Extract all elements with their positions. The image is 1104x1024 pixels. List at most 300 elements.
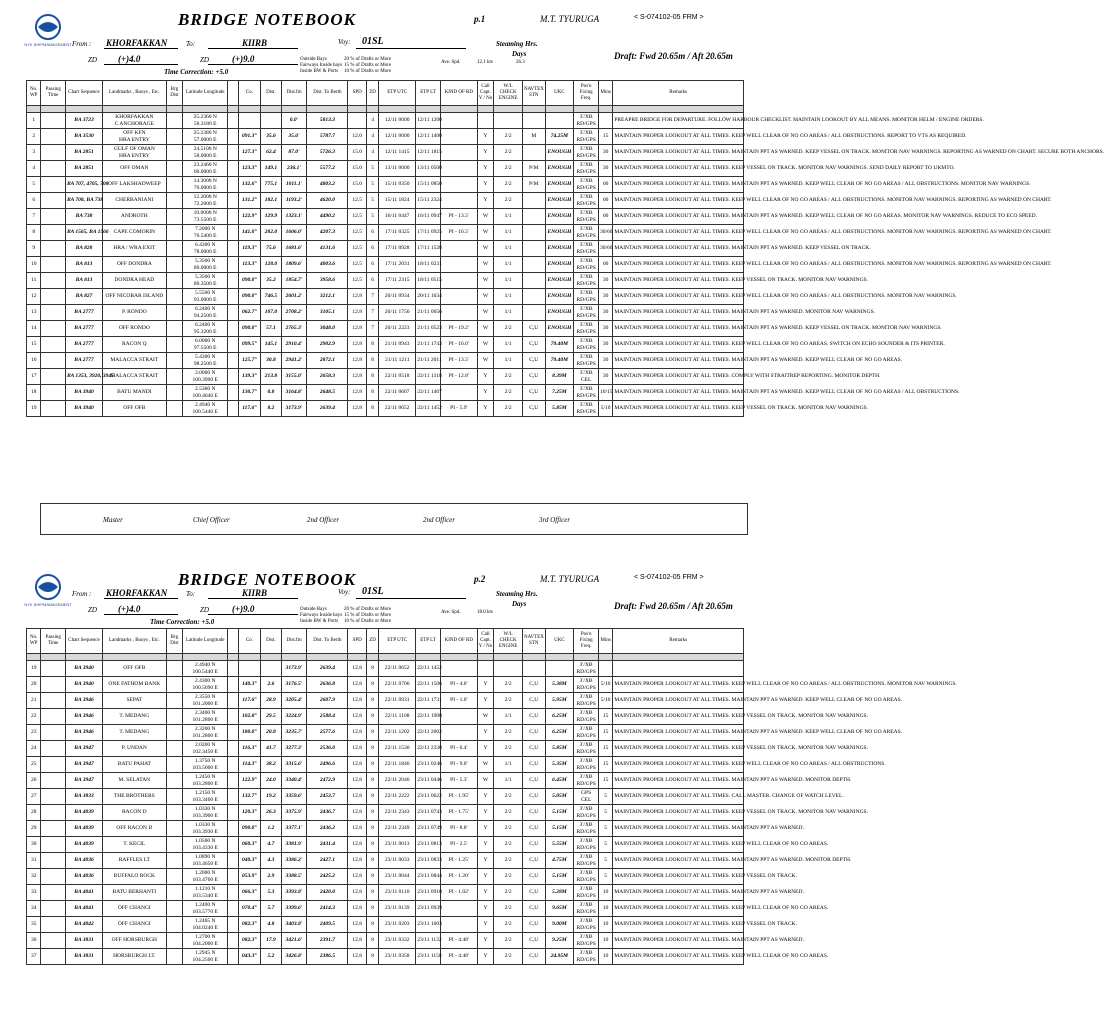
spd-cell: 12.8 (348, 677, 366, 693)
ns-cell (228, 949, 238, 965)
longitude: 103.4650 E (192, 860, 218, 867)
ns-cell (228, 385, 238, 401)
etpu-cell: 22/11 0652 (379, 661, 416, 677)
fix-method-cell (574, 385, 599, 401)
time-cell (41, 385, 66, 401)
position-cell (183, 401, 228, 417)
fix-method-cell (574, 273, 599, 289)
distto-cell: 4003.6 (307, 257, 348, 273)
call-cell: Y (477, 805, 493, 821)
col-header: SPD (348, 81, 366, 106)
chart-cell: BA 3831 (66, 949, 103, 965)
spacer-cell (307, 106, 348, 113)
col-header: Call Capt. Y / No (477, 629, 493, 654)
latitude: 6.2400 N (194, 305, 216, 312)
time-correction: Time Correction: +5.0 (150, 618, 215, 626)
position-cell (183, 725, 228, 741)
etpu-cell: 22/11 1202 (379, 725, 416, 741)
rd-cell (440, 661, 477, 677)
col-header: No. WP (27, 81, 41, 106)
distfm-cell: 236.1' (281, 161, 307, 177)
zd-cell: 8 (366, 949, 378, 965)
landmark-name: RACON D (122, 809, 147, 815)
brg-cell (166, 837, 182, 853)
spacer-cell (440, 654, 477, 661)
col-header: UKC (545, 81, 574, 106)
co-cell: 040.3° (238, 853, 261, 869)
brg-cell (166, 353, 182, 369)
ukc-cell: 9.25M (545, 933, 574, 949)
call-cell: Y (477, 933, 493, 949)
etpl-cell: 22/11 1731 (416, 693, 441, 709)
mins-cell: 10 (598, 901, 612, 917)
spacer-cell (440, 106, 477, 113)
landmark-name: OFF LAKSHADWEEP (107, 181, 161, 187)
wl-cell: 1/1 (494, 709, 523, 725)
spacer-cell (261, 106, 282, 113)
remarks-cell: MAINTAIN PROPER LOOKOUT AT ALL TIMES. MAINTAIN PPT AS WARNED. (613, 933, 744, 949)
wl-cell: 2/2 (494, 725, 523, 741)
position-cell (183, 741, 228, 757)
call-cell: Y (477, 725, 493, 741)
col-header: Chart Sequence (66, 629, 103, 654)
ns-cell (228, 321, 238, 337)
spacer-cell (366, 654, 378, 661)
zd-cell: 8 (366, 773, 378, 789)
mins-cell: 15 (598, 757, 612, 773)
ukc-cell: ENOUGH (545, 305, 574, 321)
navtex-cell (522, 209, 545, 225)
table-header-row (27, 629, 744, 654)
co-cell: 070.4° (238, 901, 261, 917)
etpl-cell: 21/11 2011 (416, 353, 441, 369)
fix-method: 3'/XB (579, 305, 593, 312)
col-header: ETP LT (416, 629, 441, 654)
chart-cell: BA 3940 (66, 401, 103, 417)
fix-method-cell (574, 933, 599, 949)
time-cell (41, 821, 66, 837)
distfm-cell: 1323.1' (281, 209, 307, 225)
rd-cell: PI - 4.48' (440, 949, 477, 965)
mins-cell: 30 (598, 305, 612, 321)
distto-cell: 2639.4 (307, 661, 348, 677)
chart-cell: BA 4039 (66, 837, 103, 853)
ukc-cell (545, 661, 574, 677)
distfm-cell: 3381.9' (281, 837, 307, 853)
ukc-cell: 5.15M (545, 869, 574, 885)
chart-cell: BA 2777 (66, 321, 103, 337)
remarks-cell: MAINTAIN PROPER LOOKOUT AT ALL TIMES. KEEP VESSEL ON TRACK. (613, 869, 744, 885)
position-cell (183, 837, 228, 853)
ns-cell (228, 789, 238, 805)
call-cell: W (477, 241, 493, 257)
spd-cell: 12.8 (348, 305, 366, 321)
chart-cell: BA 4041 (66, 901, 103, 917)
wl-cell: 2/2 (494, 385, 523, 401)
chart-cell: BA 2777 (66, 337, 103, 353)
spd-cell: 12.5 (348, 225, 366, 241)
no-cell: 17 (27, 369, 41, 385)
fix-method-cell (574, 949, 599, 965)
navtex-cell (522, 241, 545, 257)
fix-method-secondary: RD/GPS (576, 232, 596, 239)
fix-method-secondary: RD/GPS (576, 924, 596, 931)
ukc-cell: 4.75M (545, 853, 574, 869)
time-cell (41, 853, 66, 869)
etpu-cell: 22/11 2349 (379, 821, 416, 837)
landmark-cell (102, 933, 166, 949)
time-cell (41, 113, 66, 129)
fix-method: 3'/XB (579, 385, 593, 392)
remarks-cell: MAINTAIN PROPER LOOKOUT AT ALL TIMES. COMPLY WITH STRAITREP REPORTING. MONITOR DEPTH. (613, 369, 744, 385)
dist-cell: 19.2 (261, 789, 282, 805)
latitude: 2.4300 N (194, 677, 216, 684)
rd-cell (440, 273, 477, 289)
position-cell (183, 273, 228, 289)
spd-cell: 12.8 (348, 805, 366, 821)
fix-method: 3'/XB (579, 821, 593, 828)
landmark-cell (102, 741, 166, 757)
page-title: BRIDGE NOTEBOOK (178, 10, 356, 29)
spd-cell: 15.0 (348, 145, 366, 161)
ukc-cell: 8.39M (545, 369, 574, 385)
fix-method: 3'/XB (579, 161, 593, 168)
etpl-cell: 21/11 0056 (416, 305, 441, 321)
table-row (27, 401, 744, 417)
zd-cell: 6 (366, 225, 378, 241)
dist-cell: 107.0 (261, 305, 282, 321)
col-header: ZD (366, 629, 378, 654)
position-cell (183, 773, 228, 789)
co-cell: 099.5° (238, 337, 261, 353)
fix-method: 3'/XB (579, 241, 593, 248)
spacer-cell (281, 106, 307, 113)
spacer-cell (102, 654, 166, 661)
remarks-cell: MAINTAIN PROPER LOOKOUT AT ALL TIMES. MAINTAIN PPT AS WARNED. KEEP WELL CLEAR OF NO GO AREAS. (613, 693, 744, 709)
etpu-cell: 22/11 0706 (379, 677, 416, 693)
ns-cell (228, 933, 238, 949)
call-cell: Y (477, 789, 493, 805)
chart-cell: BA 3723 (66, 113, 103, 129)
rd-cell (440, 129, 477, 145)
landmark-name: T. MEDANG (119, 729, 150, 735)
etpl-cell: 12/11 1815 (416, 145, 441, 161)
landmark-name: MALACCA STRAIT (110, 357, 159, 363)
latitude: 1.0890 N (194, 853, 216, 860)
wl-cell: 2/2 (494, 821, 523, 837)
time-cell (41, 933, 66, 949)
no-cell: 20 (27, 677, 41, 693)
remarks-cell: MAINTAIN PROPER LOOKOUT AT ALL TIMES. KEEP WELL CLEAR OF NO GO AREAS. (613, 901, 744, 917)
spacer-cell (522, 106, 545, 113)
distfm-cell: 3315.6' (281, 757, 307, 773)
wl-cell: 2/2 (494, 369, 523, 385)
etpu-cell: 22/11 0931 (379, 693, 416, 709)
co-cell: 053.9° (238, 869, 261, 885)
co-cell: 120.3° (238, 805, 261, 821)
etpl-cell: 22/11 1908 (416, 709, 441, 725)
draft-percent-label: 20 % of Drafts or More 15 % of Drafts or More 10 % of Drafts or More (344, 57, 392, 74)
distfm-cell: 1193.2' (281, 193, 307, 209)
rd-cell: PI - 1.20' (440, 869, 477, 885)
time-cell (41, 661, 66, 677)
fix-method-secondary: RD/GPS (576, 748, 596, 755)
no-cell: 8 (27, 225, 41, 241)
etpu-cell: 22/11 1108 (379, 709, 416, 725)
navtex-cell (522, 113, 545, 129)
landmark-name: T. KECIL (123, 841, 146, 847)
col-header: Dist. (261, 629, 282, 654)
position-cell (183, 709, 228, 725)
chart-cell: BA 2777 (66, 353, 103, 369)
col-header: Co. (238, 629, 261, 654)
longitude: 100.3900 E (192, 376, 218, 383)
no-cell: 27 (27, 789, 41, 805)
dist-cell: 26.3 (261, 805, 282, 821)
no-cell: 16 (27, 353, 41, 369)
fix-method-cell (574, 401, 599, 417)
landmark-name: ONE FATHOM BANK (108, 681, 161, 687)
etpl-cell: 13/11 0500 (416, 161, 441, 177)
ukc-cell: 6.25M (545, 725, 574, 741)
remarks-cell: MAINTAIN PROPER LOOKOUT AT ALL TIMES. MAINTAIN PPT AS WARNED. KEEP WELL CLEAR OF NO GO AREAS. (613, 725, 744, 741)
no-cell: 28 (27, 805, 41, 821)
spacer-cell (574, 654, 599, 661)
distfm-cell: 2765.3' (281, 321, 307, 337)
fix-method: 3'/XB (579, 725, 593, 732)
spd-cell: 12.8 (348, 741, 366, 757)
landmark-cell (102, 353, 166, 369)
latitude: 6.4300 N (194, 241, 216, 248)
etpu-cell: 17/11 2315 (379, 273, 416, 289)
dist-cell: 4.3 (261, 853, 282, 869)
spacer-cell (27, 106, 41, 113)
position-cell (183, 225, 228, 241)
fix-method-cell (574, 305, 599, 321)
position-cell (183, 209, 228, 225)
mins-cell: 30 (598, 161, 612, 177)
ukc-cell: ENOUGH (545, 145, 574, 161)
position-cell (183, 337, 228, 353)
table-header-row (27, 81, 744, 106)
no-cell: 21 (27, 693, 41, 709)
co-cell (238, 113, 261, 129)
signature-chief-officer: Chief Officer (193, 516, 230, 524)
fix-method-secondary: RD/GPS (576, 248, 596, 255)
fix-method-secondary: RD/GPS (576, 892, 596, 899)
wl-cell: 1/1 (494, 757, 523, 773)
brg-cell (166, 401, 182, 417)
fix-method: 3'/XB (579, 353, 593, 360)
etpu-cell: 23/11 0110 (379, 885, 416, 901)
ukc-cell: ENOUGH (545, 321, 574, 337)
latitude: 1.2000 N (194, 869, 216, 876)
longitude: 58.0000 E (193, 152, 217, 159)
chart-cell: BA 3946 (66, 709, 103, 725)
col-header: Dist.fm (281, 81, 307, 106)
fix-method-secondary: RD/GPS (576, 152, 596, 159)
brg-cell (166, 933, 182, 949)
dist-cell: 182.1 (261, 193, 282, 209)
brg-cell (166, 757, 182, 773)
brg-cell (166, 853, 182, 869)
chart-cell: BA 707, 4705, 708 (66, 177, 103, 193)
spacer-cell (348, 106, 366, 113)
wl-cell: 2/2 (494, 401, 523, 417)
navtex-cell: C,U (522, 401, 545, 417)
ukc-cell: ENOUGH (545, 209, 574, 225)
co-cell: 125.7° (238, 353, 261, 369)
distto-cell: 2902.9 (307, 337, 348, 353)
latitude: 2.3400 N (194, 709, 216, 716)
remarks-cell: MAINTAIN PROPER LOOKOUT AT ALL TIMES. KEEP WELL CLEAR OF NO GO AREAS. SWITCH ON ECHO SOUNDER & ITS PRINTER. (613, 337, 744, 353)
zd-cell: 8 (366, 805, 378, 821)
fix-method: 3'/XB (579, 337, 593, 344)
col-header: Call Capt. Y / No (477, 81, 493, 106)
time-cell (41, 725, 66, 741)
rd-cell: PI - 12.8' (440, 369, 477, 385)
ave-spd-label: Ave. Spd. (441, 610, 461, 615)
landmark-name: P. RONDO (121, 309, 147, 315)
spacer-cell (228, 106, 238, 113)
dist-cell: 4.7 (261, 837, 282, 853)
fix-method: GPS (581, 789, 592, 796)
ukc-cell: 5.05M (545, 789, 574, 805)
call-cell: Y (477, 693, 493, 709)
voy-number: 01SL (362, 36, 384, 47)
brg-cell (166, 193, 182, 209)
spacer-cell (41, 654, 66, 661)
ukc-cell: ENOUGH (545, 225, 574, 241)
remarks-cell: MAINTAIN PROPER LOOKOUT AT ALL TIMES. MAINTAIN PPT AS WARNED. KEEP VESSEL ON TRACK. (613, 241, 744, 257)
spd-cell: 12.8 (348, 337, 366, 353)
landmark-cell (102, 805, 166, 821)
time-cell (41, 161, 66, 177)
no-cell: 7 (27, 209, 41, 225)
distfm-cell: 3375.9' (281, 805, 307, 821)
chart-cell: BA 738 (66, 209, 103, 225)
zd-cell: 8 (366, 933, 378, 949)
ns-cell (228, 901, 238, 917)
landmark-name: CAPE COMORIN (113, 229, 156, 235)
mins-cell: 10 (598, 885, 612, 901)
no-cell: 9 (27, 241, 41, 257)
landmark-name: KHORFAKKAN (115, 113, 154, 120)
remarks-cell: MAINTAIN PROPER LOOKOUT AT ALL TIMES. KEEP WELL CLEAR OF NO GO AREAS / ALL OBSTRUCTIONS. (613, 757, 744, 773)
zd-cell: 8 (366, 385, 378, 401)
spd-cell: 12.8 (348, 369, 366, 385)
ukc-cell: 7.25M (545, 385, 574, 401)
dist-cell: 5.2 (261, 949, 282, 965)
zd-cell: 8 (366, 901, 378, 917)
distto-cell: 2639.4 (307, 401, 348, 417)
distfm-cell: 3403.8' (281, 917, 307, 933)
remarks-cell: MAINTAIN PROPER LOOKOUT AT ALL TIMES. MAINTAIN PPT AS WARNED. (613, 821, 744, 837)
time-cell (41, 693, 66, 709)
brg-cell (166, 257, 182, 273)
remarks-cell: MAINTAIN PROPER LOOKOUT AT ALL TIMES. MAINTAIN PPT AS WARNED. KEEP VESSEL ON TRACK. MONITOR NAV WARNINGS. (613, 321, 744, 337)
ns-cell (228, 369, 238, 385)
table-spacer-row (27, 106, 744, 113)
spacer-cell (545, 654, 574, 661)
fix-method-secondary: RD/GPS (576, 828, 596, 835)
etpu-cell: 20/11 0934 (379, 289, 416, 305)
landmark-cell (102, 949, 166, 965)
fix-method-cell (574, 193, 599, 209)
distfm-cell: 3377.1' (281, 821, 307, 837)
fix-method: 3'/XB (579, 869, 593, 876)
no-cell: 26 (27, 773, 41, 789)
col-header: Mins (598, 629, 612, 654)
distfm-cell: 35.6' (281, 129, 307, 145)
brg-cell (166, 385, 182, 401)
wl-cell: 1/1 (494, 289, 523, 305)
latitude: 5.4300 N (194, 353, 216, 360)
no-cell: 22 (27, 709, 41, 725)
latitude: 1.0560 N (194, 837, 216, 844)
position-cell (183, 177, 228, 193)
spacer-cell (348, 654, 366, 661)
fix-method-secondary: RD/GPS (576, 344, 596, 351)
col-header: ETP UTC (379, 81, 416, 106)
brg-cell (166, 209, 182, 225)
call-cell: W (477, 305, 493, 321)
fix-method-secondary: RD/GPS (576, 780, 596, 787)
rd-cell (440, 193, 477, 209)
co-cell: 082.3° (238, 933, 261, 949)
etpu-cell: 22/11 1846 (379, 757, 416, 773)
no-cell: 5 (27, 177, 41, 193)
chart-cell: BA 3947 (66, 773, 103, 789)
fix-method-secondary: RD/GPS (576, 716, 596, 723)
ns-cell (228, 677, 238, 693)
distfm-cell: 3277.3' (281, 741, 307, 757)
longitude: 101.2000 E (192, 700, 218, 707)
table-row (27, 853, 744, 869)
fix-method-secondary: RD/GPS (576, 812, 596, 819)
mins-cell: 30 (598, 289, 612, 305)
col-header: NAVTEX STN (522, 81, 545, 106)
col-header: NAVTEX STN (522, 629, 545, 654)
brg-cell (166, 161, 182, 177)
table-row (27, 145, 744, 161)
landmark-name: BUFFALO ROCK (113, 873, 155, 879)
brg-cell (166, 661, 182, 677)
call-cell: Y (477, 901, 493, 917)
zd-cell: 8 (366, 757, 378, 773)
fix-method-secondary: CEL (580, 376, 592, 383)
no-cell: 31 (27, 853, 41, 869)
passage-plan-table (26, 628, 957, 965)
co-cell: 141.0° (238, 225, 261, 241)
zd-cell: 8 (366, 677, 378, 693)
chart-cell: BA 827 (66, 289, 103, 305)
from-label: From : (72, 590, 92, 598)
no-cell: 30 (27, 837, 41, 853)
navtex-cell: C,U (522, 885, 545, 901)
brg-cell (166, 725, 182, 741)
days-value: 26.3 (516, 60, 525, 65)
rd-cell: PI - 1.75' (440, 805, 477, 821)
mins-cell: 5 (598, 805, 612, 821)
position-cell (183, 821, 228, 837)
spd-cell: 12.8 (348, 933, 366, 949)
etpl-cell: 17/11 1528 (416, 241, 441, 257)
spd-cell: 12.0 (348, 129, 366, 145)
chart-cell: BA 3946 (66, 693, 103, 709)
time-correction: Time Correction: +5.0 (164, 68, 229, 76)
spd-cell: 12.8 (348, 693, 366, 709)
